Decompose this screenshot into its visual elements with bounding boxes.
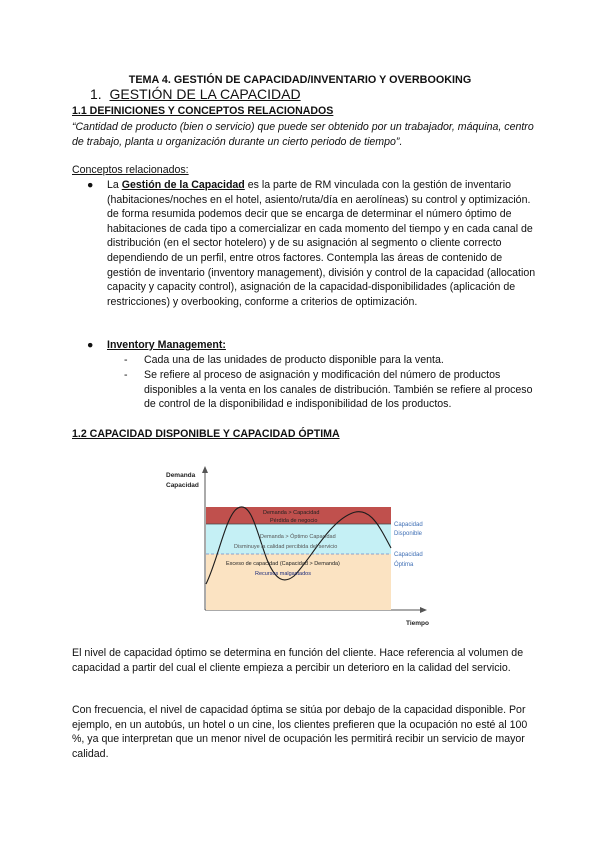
band-mid-text-1: Demanda > Óptimo Capacidad bbox=[260, 534, 336, 540]
optimal-capacity-paragraph: El nivel de capacidad óptimo se determina en función del cliente. Hace referencia al volumen de capacidad a partir del cual el cliente empieza a percibir un deterioro en la calidad del servicio. bbox=[72, 647, 524, 674]
optimal-capacity-label-2: Óptima bbox=[394, 562, 414, 568]
y-axis-arrow-icon bbox=[202, 466, 208, 473]
bullet-1-lead: La bbox=[107, 179, 122, 191]
concepts-label: Conceptos relacionados: bbox=[72, 164, 189, 176]
section-1-1-heading: 1.1 DEFINICIONES Y CONCEPTOS RELACIONADOS bbox=[72, 105, 334, 117]
x-axis-arrow-icon bbox=[420, 607, 427, 613]
section-1-2-heading: 1.2 CAPACIDAD DISPONIBLE Y CAPACIDAD ÓPTIMA bbox=[72, 428, 340, 440]
optimal-capacity-label-1: Capacidad bbox=[394, 552, 423, 558]
inventory-management-term: Inventory Management: bbox=[107, 339, 226, 351]
capacity-diagram bbox=[160, 462, 450, 630]
y-axis-label-2: Capacidad bbox=[166, 482, 199, 489]
inventory-item-1 bbox=[124, 353, 539, 368]
x-axis-label: Tiempo bbox=[406, 620, 429, 627]
band-mid-text-2: Disminuye la calidad percibida del servicio bbox=[234, 544, 338, 550]
section-1-title: GESTIÓN DE LA CAPACIDAD bbox=[109, 86, 301, 102]
available-capacity-label-2: Disponible bbox=[394, 531, 423, 537]
band-top-text-1: Demanda > Capacidad bbox=[263, 510, 320, 516]
section-1-number: 1. bbox=[90, 86, 102, 102]
bullet-dot-1: ● bbox=[87, 179, 94, 191]
dash-marker: - bbox=[124, 369, 128, 381]
capacity-management-paragraph bbox=[107, 178, 539, 309]
bullet-dot-2: ● bbox=[87, 339, 94, 351]
inventory-item-2 bbox=[124, 368, 539, 412]
inventory-item-2-text: Se refiere al proceso de asignación y modificación del número de productos disponibles a la venta en los canales de distribución. También se refiere al proceso de control de la disponibilidad e indisponibilidad de los productos. bbox=[144, 369, 533, 411]
inventory-item-1-text: Cada una de las unidades de producto disponible para la venta. bbox=[144, 354, 444, 366]
band-low-text-1: Exceso de capacidad (Capacidad > Demanda) bbox=[226, 561, 340, 567]
bullet-1-text: es la parte de RM vinculada con la gestión de inventario (habitaciones/noches en el hotel, asiento/ruta/día en aerolíneas) su control y optimización. de forma resumida podemos decir que se encarga de determinar el número óptimo de habitaciones de cada tipo a comercializar en cada momento del tiempo y en cada canal de distribución (en el sector hotelero) y de su asignación al segmento o cliente correcto dependiendo de un perfil, entre otros factores. Contempla las áreas de contenido de gestión de inventario (inventory management), división y control de la capacidad (allocation capacity y capacity control), asignación de la capacidad-disponibilidades (aplicación de restricciones) y overbooking, conforme a criterios de optimización. bbox=[107, 179, 536, 308]
band-top-text-2: Pérdida de negocio bbox=[270, 518, 318, 524]
capacity-management-term: Gestión de la Capacidad bbox=[121, 179, 245, 191]
section-1-heading bbox=[90, 86, 301, 102]
dash-marker: - bbox=[124, 354, 128, 366]
available-capacity-label-1: Capacidad bbox=[394, 522, 423, 528]
definition-quote: “Cantidad de producto (bien o servicio) que puede ser obtenido por un trabajador, máquina, centro de trabajo, planta u organización durante un cierto periodo de tiempo”. bbox=[72, 121, 534, 148]
frequency-paragraph: Con frecuencia, el nivel de capacidad óptima se sitúa por debajo de la capacidad disponible. Por ejemplo, en un autobús, un hotel o un cine, los clientes prefieren que la ocupación no esté al 100 %, ya que interpretan que un menor nivel de ocupación les permitirá recibir un servicio de mayor calidad. bbox=[72, 704, 528, 760]
y-axis-label-1: Demanda bbox=[166, 472, 196, 479]
document-title: TEMA 4. GESTIÓN DE CAPACIDAD/INVENTARIO Y OVERBOOKING bbox=[128, 74, 472, 86]
band-low-text-2: Recursos malgastados bbox=[255, 571, 311, 577]
